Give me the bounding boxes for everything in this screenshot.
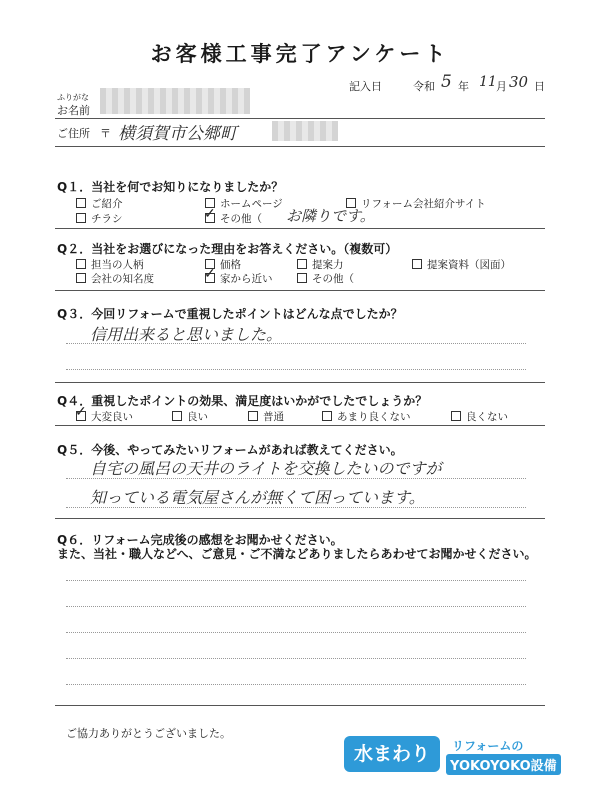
q5-answer-line2: 知っている電気屋さんが無くて困っています。 bbox=[90, 488, 425, 507]
option-label: 普通 bbox=[263, 411, 284, 423]
q6-answer-line bbox=[66, 580, 526, 581]
form-title: お客様工事完了アンケート bbox=[150, 42, 450, 66]
option-label: 良くない bbox=[466, 411, 508, 423]
q6-question2: また、当社・職人などへ、ご意見・ご不満などありましたらあわせてお聞かせください。 bbox=[57, 547, 537, 561]
q5-answer-line1: 自宅の風呂の天井のライトを交換したいのですが bbox=[90, 459, 442, 478]
q1-other-answer: お隣りです。 bbox=[286, 207, 375, 225]
address-redaction bbox=[272, 121, 338, 141]
q5-divider bbox=[55, 518, 545, 519]
q2-question: Q２．当社をお選びになった理由をお答えください。（複数可） bbox=[57, 242, 398, 256]
q2-option-personality[interactable] bbox=[76, 257, 144, 272]
q1-option-homepage[interactable] bbox=[205, 196, 283, 211]
address-label: ご住所 bbox=[57, 127, 90, 140]
q6-question: Q６．リフォーム完成後の感想をお聞かせください。 bbox=[57, 533, 343, 547]
month-label: 月 bbox=[496, 80, 507, 93]
day-value: 30 bbox=[509, 73, 529, 91]
option-label: その他（ bbox=[220, 213, 262, 225]
q1-option-other[interactable] bbox=[205, 211, 262, 226]
q6-answer-line bbox=[66, 684, 526, 685]
option-label: 家から近い bbox=[220, 273, 273, 285]
option-label: ホームページ bbox=[220, 198, 283, 210]
checkbox[interactable] bbox=[451, 411, 461, 421]
address-value: 横須賀市公郷町 bbox=[118, 124, 237, 144]
option-label: 良い bbox=[187, 411, 208, 423]
option-label: リフォーム会社紹介サイト bbox=[361, 198, 486, 210]
checkbox[interactable] bbox=[297, 259, 307, 269]
q6-divider bbox=[55, 705, 545, 706]
year-label: 年 bbox=[458, 80, 469, 93]
q4-option-average[interactable] bbox=[248, 409, 284, 424]
q1-option-flyer[interactable] bbox=[76, 211, 123, 226]
option-label: 担当の人柄 bbox=[91, 259, 144, 271]
q4-divider bbox=[55, 425, 545, 426]
q5-question: Q５．今後、やってみたいリフォームがあれば教えてください。 bbox=[57, 443, 403, 457]
checkbox[interactable] bbox=[76, 273, 86, 283]
q6-answer-line bbox=[66, 658, 526, 659]
thanks-text: ご協力ありがとうございました。 bbox=[66, 727, 231, 740]
address-underline bbox=[55, 146, 545, 147]
option-label: 会社の知名度 bbox=[91, 273, 154, 285]
q5-answer-line bbox=[66, 478, 526, 479]
year-value: 5 bbox=[441, 72, 452, 92]
checkbox[interactable] bbox=[76, 198, 86, 208]
option-label: あまり良くない bbox=[337, 411, 411, 423]
q6-answer-line bbox=[66, 606, 526, 607]
option-label: その他（ bbox=[312, 273, 354, 285]
q3-question: Q３．今回リフォームで重視したポイントはどんな点でしたか？ bbox=[57, 307, 403, 321]
q4-option-bad[interactable] bbox=[451, 409, 508, 424]
q2-option-near-home[interactable] bbox=[205, 271, 273, 286]
company-logo: 水まわり bbox=[344, 736, 440, 772]
checkbox[interactable] bbox=[322, 411, 332, 421]
q4-question: Q４．重視したポイントの効果、満足度はいかがでしたでしょうか？ bbox=[57, 394, 428, 408]
day-label: 日 bbox=[534, 80, 545, 93]
q2-divider bbox=[55, 290, 545, 291]
option-label: チラシ bbox=[91, 213, 123, 225]
q3-answer: 信用出来ると思いました。 bbox=[90, 325, 283, 344]
checkbox[interactable] bbox=[76, 213, 86, 223]
q1-divider bbox=[55, 228, 545, 229]
checkbox[interactable] bbox=[172, 411, 182, 421]
q2-option-other[interactable] bbox=[297, 271, 354, 286]
name-redaction bbox=[100, 88, 250, 114]
entry-date-label: 記入日 bbox=[349, 80, 382, 93]
q1-question: Q１．当社を何でお知りになりましたか？ bbox=[57, 180, 284, 194]
q1-option-referral[interactable] bbox=[76, 196, 123, 211]
checkbox-checked[interactable] bbox=[205, 273, 215, 283]
checkbox[interactable] bbox=[76, 259, 86, 269]
q2-option-reputation[interactable] bbox=[76, 271, 154, 286]
option-label: ご紹介 bbox=[91, 198, 123, 210]
q2-option-materials[interactable] bbox=[412, 257, 511, 272]
option-label: 大変良い bbox=[91, 411, 133, 423]
q5-answer-line bbox=[66, 507, 526, 508]
logo-company-name: YOKOYOKO設備 bbox=[446, 754, 561, 775]
q4-option-very-good[interactable] bbox=[76, 409, 133, 424]
q4-option-good[interactable] bbox=[172, 409, 208, 424]
logo-subtitle: リフォームの bbox=[452, 739, 524, 753]
furigana-label: ふりがな bbox=[57, 93, 89, 102]
checkbox-checked[interactable] bbox=[76, 411, 86, 421]
q3-divider bbox=[55, 382, 545, 383]
month-value: 11 bbox=[479, 74, 497, 90]
postal-mark: 〒 bbox=[100, 127, 111, 140]
checkbox[interactable] bbox=[248, 411, 258, 421]
q6-answer-line bbox=[66, 632, 526, 633]
q2-option-proposal[interactable] bbox=[297, 257, 344, 272]
checkbox[interactable] bbox=[297, 273, 307, 283]
option-label: 提案資料（図面） bbox=[427, 259, 511, 271]
q3-answer-line bbox=[66, 343, 526, 344]
q3-answer-line bbox=[66, 369, 526, 370]
option-label: 提案力 bbox=[312, 259, 344, 271]
era-label: 令和 bbox=[413, 80, 435, 93]
name-label: お名前 bbox=[57, 104, 90, 117]
option-label: 価格 bbox=[220, 259, 241, 271]
checkbox-checked[interactable] bbox=[205, 213, 215, 223]
checkbox[interactable] bbox=[412, 259, 422, 269]
q4-option-not-so-good[interactable] bbox=[322, 409, 411, 424]
